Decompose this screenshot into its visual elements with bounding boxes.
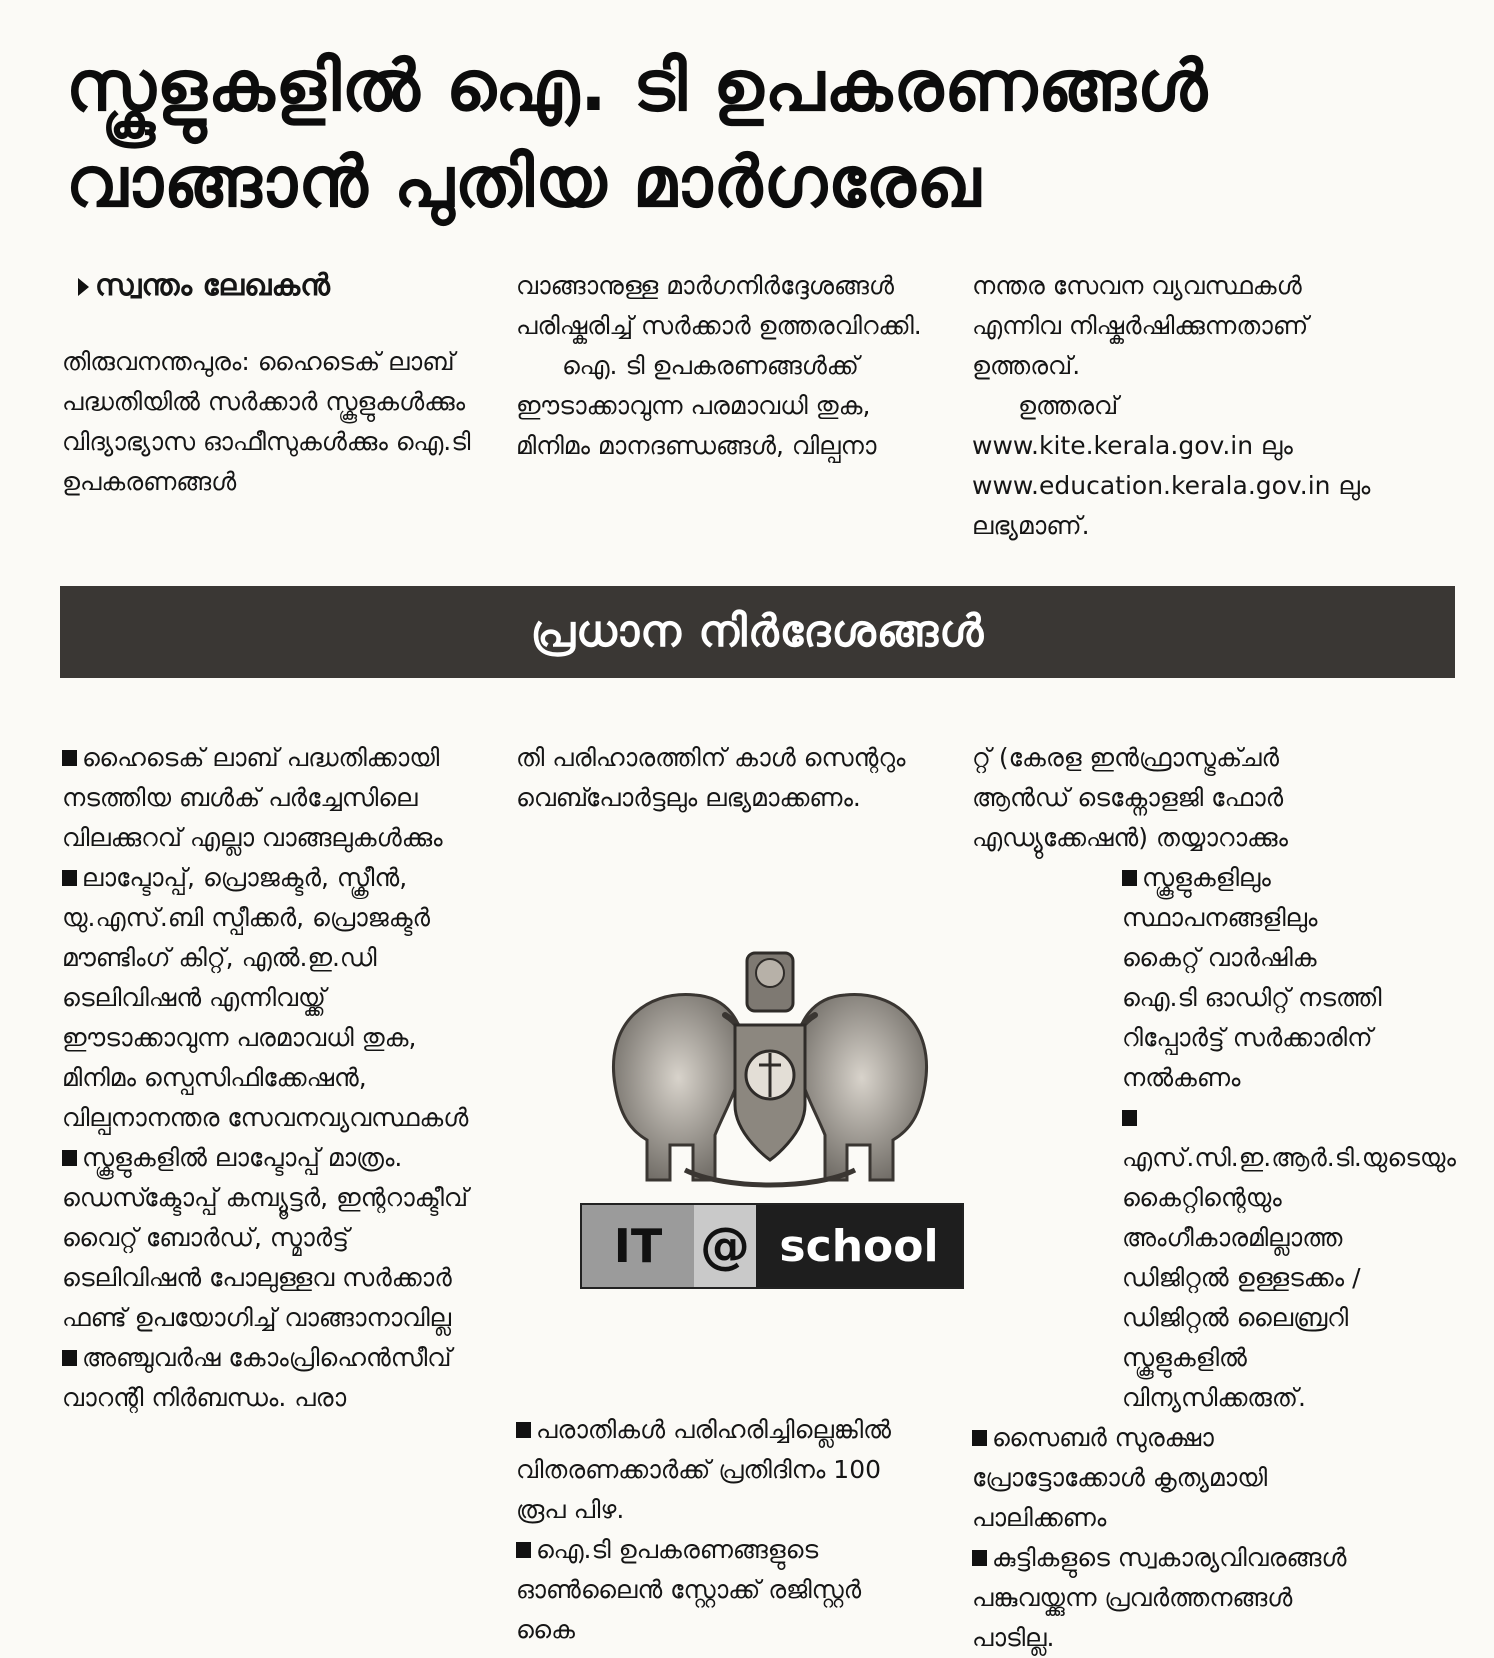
bullet-square-icon [62,1150,77,1166]
bullet-square-icon [62,870,77,886]
headline [66,38,1466,230]
guidelines-column-1 [62,738,472,1418]
intro-col3-para-1: നന്തര സേവന വ്യവസ്ഥകൾ എന്നിവ നിഷ്കർഷിക്കുന്നതാണ് ഉത്തരവ്. [972,271,1309,380]
bullet-square-icon [62,1350,77,1366]
intro-col3-para-2: ഉത്തരവ് www.kite.kerala.gov.in ലും www.education.kerala.gov.in ലും ലഭ്യമാണ്. [972,391,1371,540]
byline-marker-icon [78,278,89,296]
logo-at-symbol: @ [694,1205,756,1287]
bullet-item: ഹൈടെക് ലാബ് പദ്ധതിക്കായി നടത്തിയ ബൾക് പർച്ചേസിലെ വിലക്കുറവ് എല്ലാ വാങ്ങലുകൾക്കും [62,743,443,852]
bullet-square-icon [516,1542,531,1558]
bullet-item: ഐ.ടി ഉപകരണങ്ങളുടെ ഓൺലൈൻ സ്റ്റോക്ക് രജിസ്റ്റർ കൈ [516,1535,862,1644]
bullet-item: കുട്ടികളുടെ സ്വകാര്യവിവരങ്ങൾ പങ്കുവയ്ക്കുന്ന പ്രവർത്തനങ്ങൾ പാടില്ല. [972,1543,1347,1652]
bullet-item: സ്കൂളുകളിൽ ലാപ്ടോപ്പ് മാത്രം. ഡെസ്ക്ടോപ്പ് കമ്പ്യൂട്ടർ, ഇന്ററാക്ടീവ് വൈറ്റ് ബോർഡ്, സ്മാർട്ട് ടെലിവിഷൻ പോലുള്ളവ സർക്കാർ ഫണ്ട് ഉപയോഗിച്ച് വാങ്ങാനാവില്ല [62,1143,469,1332]
bullet-item: എസ്.സി.ഇ.ആർ.ടി.യുടെയും കൈറ്റിന്റെയും അംഗീകാരമില്ലാത്ത ഡിജിറ്റൽ ഉള്ളടക്കം / ഡിജിറ്റൽ ലൈബ്രറി സ്കൂളുകളിൽ വിന്യസിക്കരുത്. [972,1098,1382,1418]
headline-line-2: വാങ്ങാൻ പുതിയ മാർഗരേഖ [66,141,982,223]
intro-column-2 [516,266,926,466]
logo-school-text: school [756,1205,962,1287]
section-banner [60,586,1455,678]
byline-text: സ്വന്തം ലേഖകൻ [95,268,330,303]
bullet-square-icon [972,1430,987,1446]
headline-line-1: സ്കൂളുകളിൽ ഐ. ടി ഉപകരണങ്ങൾ [66,45,1209,127]
intro-column-1 [62,342,472,502]
bullet-square-icon [62,750,77,766]
intro-col1-text: തിരുവനന്തപുരം: ഹൈടെക് ലാബ് പദ്ധതിയിൽ സർക്കാർ സ്കൂളുകൾക്കും വിദ്യാഭ്യാസ ഓഫീസുകൾക്കും ഐ.ടി ഉപകരണങ്ങൾ [62,347,471,496]
bullet-square-icon [972,1550,987,1566]
bullet-item: പരാതികൾ പരിഹരിച്ചില്ലെങ്കിൽ വിതരണക്കാർക്ക് പ്രതിദിനം 100 രൂപ പിഴ. [516,1415,891,1524]
guidelines-column-3 [972,738,1456,1658]
col3-continuation: റ്റ് (കേരള ഇൻഫ്രാസ്ട്രക്ചർ ആൻഡ് ടെക്നോളജി ഫോർ എഡ്യുക്കേഷൻ) തയ്യാറാക്കും [972,743,1289,852]
bullet-square-icon [1122,1110,1137,1126]
bullet-square-icon [516,1422,531,1438]
bullet-square-icon [1122,870,1137,886]
intro-column-3 [972,266,1382,546]
bullet-item: സൈബർ സുരക്ഷാ പ്രോട്ടോക്കോൾ കൃത്യമായി പാലിക്കണം [972,1423,1268,1532]
guidelines-column-2-top [516,738,926,818]
byline [78,268,330,303]
intro-col2-para-2: ഐ. ടി ഉപകരണങ്ങൾക്ക് ഈടാക്കാവുന്ന പരമാവധി തുക, മിനിമം മാനദണ്ഡങ്ങൾ, വില്പനാ [516,351,877,460]
intro-col2-para-1: വാങ്ങാനുള്ള മാർഗനിർദ്ദേശങ്ങൾ പരിഷ്കരിച്ച് സർക്കാർ ഉത്തരവിറക്കി. [516,271,922,340]
bullet-item: ലാപ്ടോപ്പ്, പ്രൊജക്ടർ, സ്ക്രീൻ, യു.എസ്.ബി സ്പീക്കർ, പ്രൊജക്ടർ മൗണ്ടിംഗ് കിറ്റ്, എൽ.ഇ.ഡി ടെലിവിഷൻ എന്നിവയ്ക്ക് ഈടാക്കാവുന്ന പരമാവധി തുക, മിനിമം സ്പെസിഫിക്കേഷൻ, വില്പനാനന്തര സേവനവ്യവസ്ഥകൾ [62,863,469,1132]
bullet-item: സ്കൂളുകളിലും സ്ഥാപനങ്ങളിലും കൈറ്റ് വാർഷിക ഐ.ടി ഓഡിറ്റ് നടത്തി റിപ്പോർട്ട് സർക്കാരിന് നൽകണം [1122,863,1382,1092]
bullet-item: അഞ്ചുവർഷ കോംപ്രിഹെൻസീവ് വാറന്റി നിർബന്ധം. പരാ [62,1343,452,1412]
banner-title: പ്രധാന നിർദേശങ്ങൾ [530,606,985,657]
logo-it-text: IT [582,1205,694,1287]
kerala-emblem [575,935,965,1195]
col2-continuation: തി പരിഹാരത്തിന് കാൾ സെന്ററും വെബ്പോർട്ടലും ലഭ്യമാക്കണം. [516,743,906,812]
emblem-icon [575,935,965,1195]
it-school-logo [580,1203,964,1289]
guidelines-column-2-bottom [516,1410,926,1650]
